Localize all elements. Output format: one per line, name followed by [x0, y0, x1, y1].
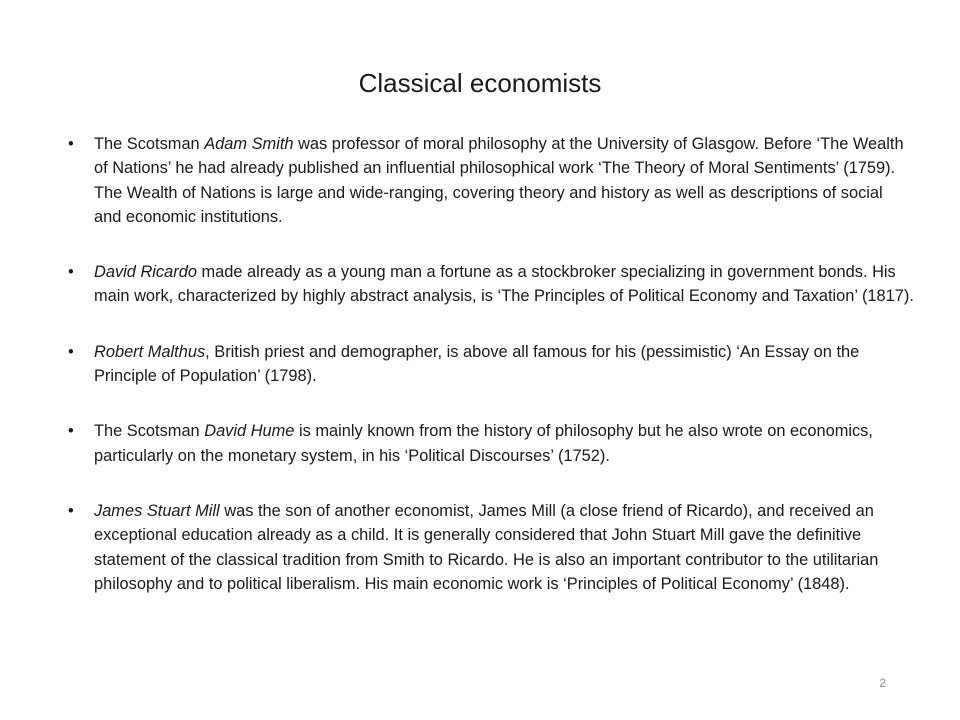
bullet-robert-malthus [68, 340, 914, 389]
bullet-david-ricardo [68, 260, 914, 309]
economist-name: James Stuart Mill [94, 501, 220, 520]
economist-name: David Ricardo [94, 263, 197, 282]
bullet-text-after: was professor of moral philosophy at the University of Glasgow. Before ‘The Wealth of Nations’ he had already published an influential philosophical work ‘The Theory of Moral Sentiments’ (1759). The Wealth of Nations is large and wide-ranging, covering theory and history as well as descriptions of social and economic institutions. [94, 135, 904, 226]
bullet-adam-smith [68, 132, 914, 229]
bullet-dot: • [68, 501, 74, 520]
bullet-dot: • [68, 342, 74, 361]
bullet-text-before: The Scotsman [94, 135, 205, 153]
bullet-text-after: made already as a young man a fortune as a stockbroker specializing in government bonds. His main work, characterized by highly abstract analysis, is ‘The Principles of Political Economy and Taxation’ (1817). [94, 263, 914, 306]
slide-title: Classical economists [358, 68, 602, 98]
bullet-dot: • [68, 263, 74, 282]
bullet-text-after: was the son of another economist, James Mill (a close friend of Ricardo), and received an exceptional education already as a child. It is generally considered that John Stuart Mill gave the definitive statement of the classical tradition from Smith to Ricardo. He is also an important contributor to the utilitarian philosophy and to political liberalism. His main economic work is ‘Principles of Political Economy’ (1848). [94, 501, 879, 593]
bullet-james-stuart-mill [68, 499, 914, 596]
page-number: 2 [879, 676, 886, 690]
bullet-dot: • [68, 422, 74, 441]
economist-name: Adam Smith [204, 135, 294, 153]
bullet-text-after: , British priest and demographer, is above all famous for his (pessimistic) ‘An Essay on the Principle of Population’ (1798). [94, 342, 860, 386]
bullet-dot: • [68, 135, 74, 153]
bullet-text-after: is mainly known from the history of philosophy but he also wrote on economics, particularly on the monetary system, in his ‘Political Discourses’ (1752). [94, 422, 873, 465]
economist-name: Robert Malthus [94, 342, 206, 361]
bullet-text-before: The Scotsman [94, 422, 205, 441]
bullet-david-hume [68, 419, 914, 468]
bullet-list [68, 132, 914, 596]
economist-name: David Hume [204, 422, 295, 441]
